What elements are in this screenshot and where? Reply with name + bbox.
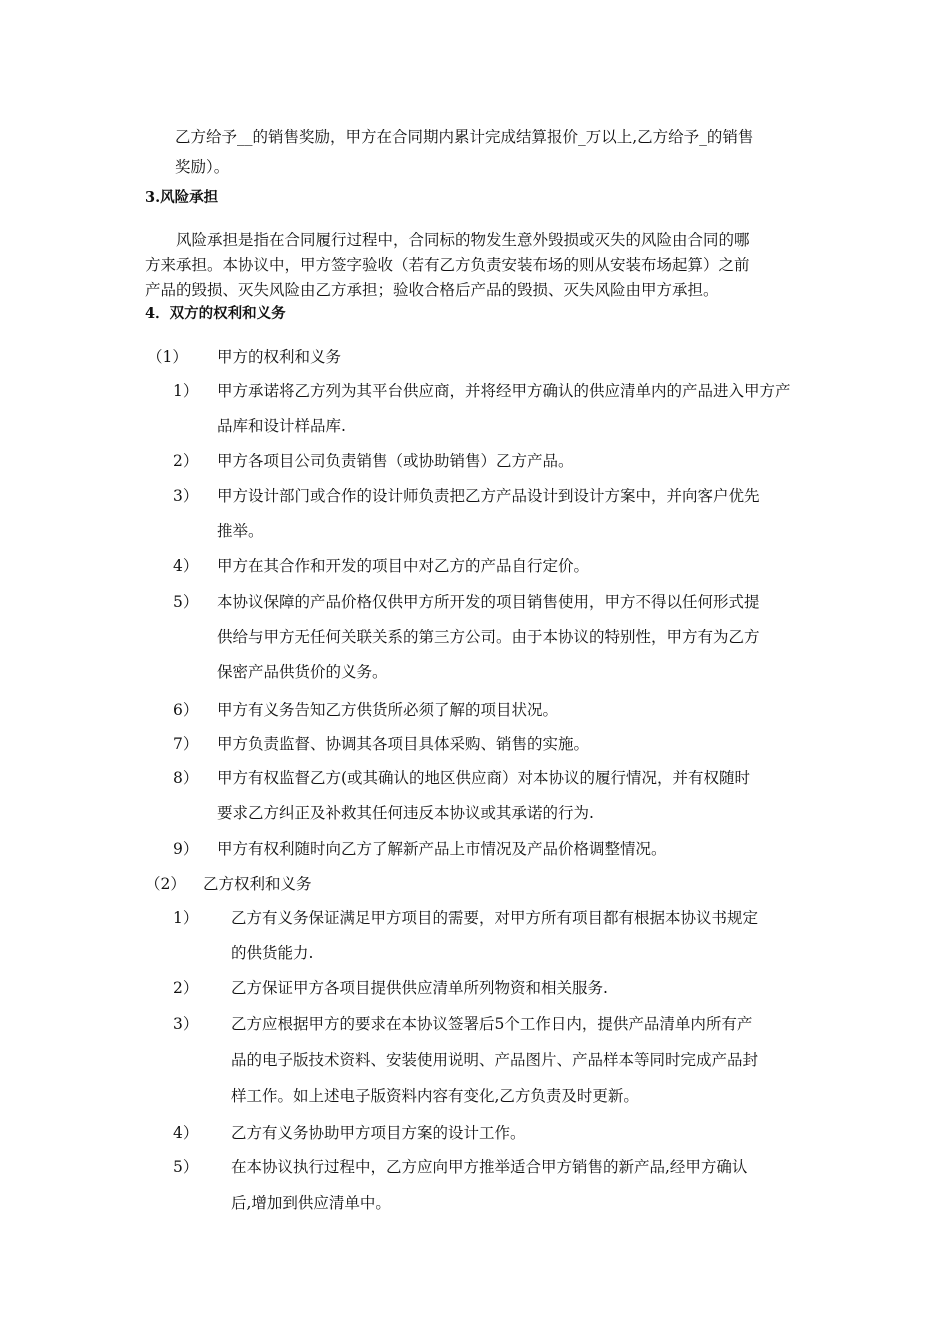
list-item-number: 3） [173, 1015, 199, 1033]
list-item-text: 后,增加到供应清单中。 [231, 1194, 391, 1212]
part-b-number: （2） [145, 875, 186, 893]
intro-line-2: 奖励）。 [175, 158, 230, 176]
list-item-text: 甲方设计部门或合作的设计师负责把乙方产品设计到设计方案中，并向客户优先 [217, 487, 760, 505]
section-4-heading: 4．双方的权利和义务 [145, 305, 286, 322]
list-item-text: 甲方有权监督乙方(或其确认的地区供应商）对本协议的履行情况，并有权随时 [217, 769, 751, 787]
list-item-text: 甲方有义务告知乙方供货所必须了解的项目状况。 [217, 701, 559, 719]
list-item-number: 5） [173, 593, 199, 611]
intro-line-1: 乙方给予__的销售奖励，甲方在合同期内累计完成结算报价_万以上,乙方给予_的销售 [175, 128, 754, 146]
list-item-text: 在本协议执行过程中，乙方应向甲方推举适合甲方销售的新产品,经甲方确认 [231, 1158, 748, 1176]
section-3-paragraph-line-2: 方来承担。本协议中，甲方签字验收（若有乙方负责安装布场的则从安装布场起算）之前 [145, 256, 750, 274]
part-b-title: 乙方权利和义务 [203, 875, 312, 893]
list-item-number: 3） [173, 487, 199, 505]
list-item-number: 6） [173, 701, 199, 719]
list-item-text: 要求乙方纠正及补救其任何违反本协议或其承诺的行为. [217, 804, 594, 822]
list-item-text: 甲方有权利随时向乙方了解新产品上市情况及产品价格调整情况。 [217, 840, 667, 858]
list-item-text: 品的电子版技术资料、安装使用说明、产品图片、产品样本等同时完成产品封 [231, 1051, 759, 1069]
section-3-paragraph-line-1: 风险承担是指在合同履行过程中，合同标的物发生意外毁损或灭失的风险由合同的哪 [176, 231, 750, 249]
list-item-number: 2） [173, 452, 199, 470]
list-item-number: 9） [173, 840, 199, 858]
list-item-text: 供给与甲方无任何关联关系的第三方公司。由于本协议的特别性，甲方有为乙方 [217, 628, 760, 646]
list-item-text: 样工作。如上述电子版资料内容有变化,乙方负责及时更新。 [231, 1087, 639, 1105]
list-item-number: 4） [173, 557, 199, 575]
list-item-number: 1） [173, 909, 199, 927]
list-item-text: 保密产品供货价的义务。 [217, 663, 388, 681]
part-a-number: （1） [147, 348, 188, 366]
list-item-number: 1） [173, 382, 199, 400]
list-item-text: 乙方应根据甲方的要求在本协议签署后5个工作日内，提供产品清单内所有产 [231, 1015, 753, 1033]
section-3-heading: 3.风险承担 [145, 189, 219, 206]
list-item-number: 7） [173, 735, 199, 753]
list-item-number: 8） [173, 769, 199, 787]
list-item-text: 甲方负责监督、协调其各项目具体采购、销售的实施。 [217, 735, 590, 753]
list-item-text: 乙方有义务协助甲方项目方案的设计工作。 [231, 1124, 526, 1142]
list-item-text: 的供货能力. [231, 944, 314, 962]
list-item-number: 5） [173, 1158, 199, 1176]
list-item-number: 4） [173, 1124, 199, 1142]
list-item-text: 甲方在其合作和开发的项目中对乙方的产品自行定价。 [217, 557, 590, 575]
list-item-text: 乙方保证甲方各项目提供供应清单所列物资和相关服务. [231, 979, 608, 997]
list-item-text: 甲方承诺将乙方列为其平台供应商，并将经甲方确认的供应清单内的产品进入甲方产 [217, 382, 791, 400]
list-item-text: 本协议保障的产品价格仅供甲方所开发的项目销售使用，甲方不得以任何形式提 [217, 593, 760, 611]
list-item-text: 品库和设计样品库. [217, 417, 346, 435]
part-a-title: 甲方的权利和义务 [217, 348, 342, 366]
list-item-number: 2） [173, 979, 199, 997]
list-item-text: 甲方各项目公司负责销售（或协助销售）乙方产品。 [217, 452, 574, 470]
list-item-text: 乙方有义务保证满足甲方项目的需要，对甲方所有项目都有根据本协议书规定 [231, 909, 759, 927]
list-item-text: 推举。 [217, 522, 264, 540]
section-3-paragraph-line-3: 产品的毁损、灭失风险由乙方承担；验收合格后产品的毁损、灭失风险由甲方承担。 [145, 281, 719, 299]
